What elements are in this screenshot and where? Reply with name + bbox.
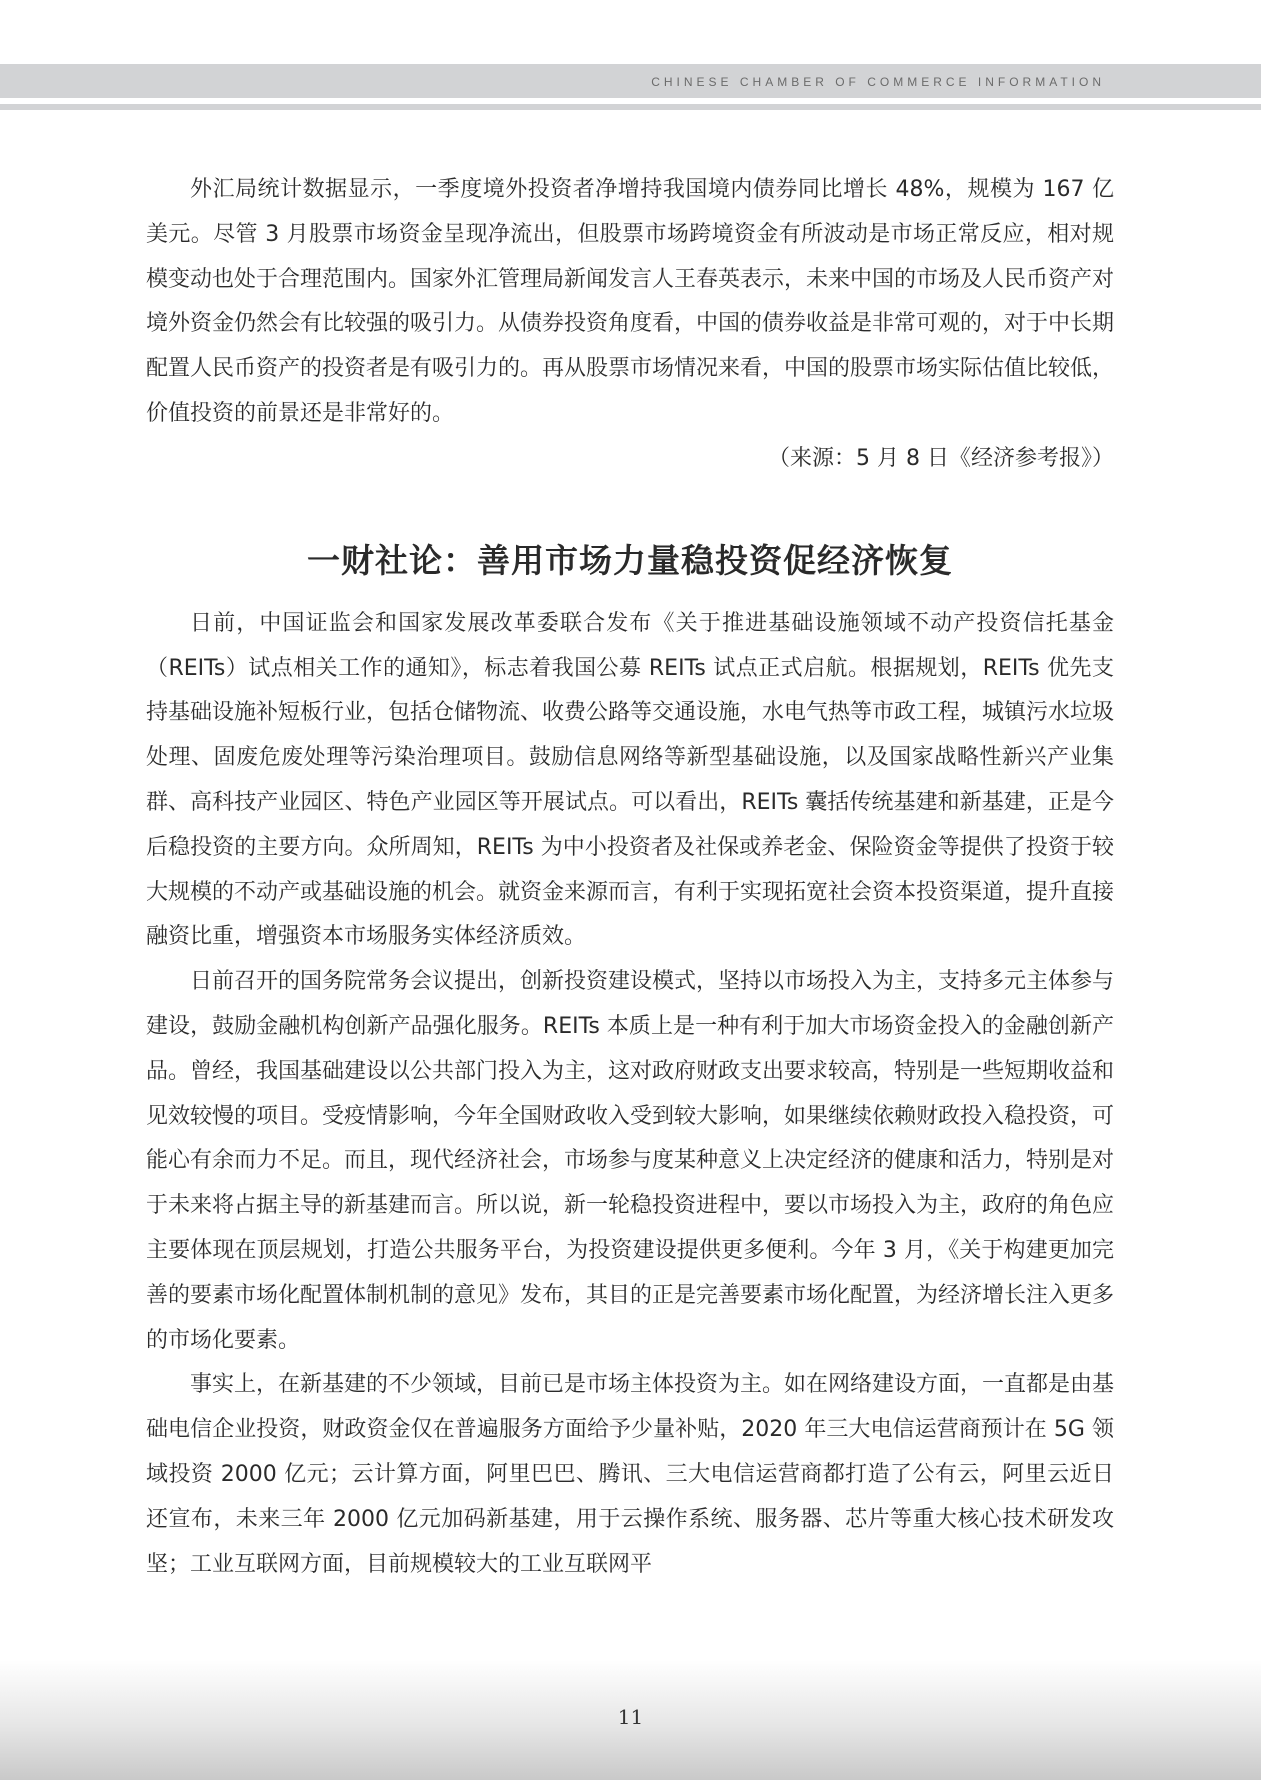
article-title: 一财社论：善用市场力量稳投资促经济恢复 xyxy=(307,540,953,580)
header-rule xyxy=(0,104,1261,110)
publication-name: CHINESE CHAMBER OF COMMERCE INFORMATION xyxy=(651,75,1105,89)
article-paragraph: 事实上，在新基建的不少领域，目前已是市场主体投资为主。如在网络建设方面，一直都是由基础电信企业投资，财政资金仅在普遍服务方面给予少量补贴，2020 年三大电信运营商预计在 5G 领域投资 2000 亿元；云计算方面，阿里巴巴、腾讯、三大电信运营商都打造了公有云，阿里云近日还宣布，未来三年 2000 亿元加码新基建，用于云操作系统、服务器、芯片等重大核心技术研发攻坚；工业互联网方面，目前规模较大的工业互联网平 xyxy=(146,1372,1115,1577)
previous-article-paragraph: 外汇局统计数据显示，一季度境外投资者净增持我国境内债券同比增长 48%，规模为 167 亿美元。尽管 3 月股票市场资金呈现净流出，但股票市场跨境资金有所波动是市场正常反应，相对规模变动也处于合理范围内。国家外汇管理局新闻发言人王春英表示，未来中国的市场及人民币资产对境外资金仍然会有比较强的吸引力。从债券投资角度看，中国的债券收益是非常可观的，对于中长期配置人民币资产的投资者是有吸引力的。再从股票市场情况来看，中国的股票市场实际估值比较低，价值投资的前景还是非常好的。 xyxy=(146,177,1115,426)
article-paragraph: 日前，中国证监会和国家发展改革委联合发布《关于推进基础设施领域不动产投资信托基金（REITs）试点相关工作的通知》，标志着我国公募 REITs 试点正式启航。根据规划，REITs 优先支持基础设施补短板行业，包括仓储物流、收费公路等交通设施，水电气热等市政工程，城镇污水垃圾处理、固废危废处理等污染治理项目。鼓励信息网络等新型基础设施，以及国家战略性新兴产业集群、高科技产业园区、特色产业园区等开展试点。可以看出，REITs 囊括传统基建和新基建，正是今后稳投资的主要方向。众所周知，REITs 为中小投资者及社保或养老金、保险资金等提供了投资于较大规模的不动产或基础设施的机会。就资金来源而言，有利于实现拓宽社会资本投资渠道，提升直接融资比重，增强资本市场服务实体经济质效。 xyxy=(146,610,1115,950)
page-number: 11 xyxy=(617,1705,644,1729)
article-paragraph: 日前召开的国务院常务会议提出，创新投资建设模式，坚持以市场投入为主，支持多元主体参与建设，鼓励金融机构创新产品强化服务。REITs 本质上是一种有利于加大市场资金投入的金融创新产品。曾经，我国基础建设以公共部门投入为主，这对政府财政支出要求较高，特别是一些短期收益和见效较慢的项目。受疫情影响，今年全国财政收入受到较大影响，如果继续依赖财政投入稳投资，可能心有余而力不足。而且，现代经济社会，市场参与度某种意义上决定经济的健康和活力，特别是对于未来将占据主导的新基建而言。所以说，新一轮稳投资进程中，要以市场投入为主，政府的角色应主要体现在顶层规划，打造公共服务平台，为投资建设提供更多便利。今年 3 月，《关于构建更加完善的要素市场化配置体制机制的意见》发布，其目的正是完善要素市场化配置，为经济增长注入更多的市场化要素。 xyxy=(146,969,1115,1353)
page-content xyxy=(146,168,1114,1587)
previous-article-source: （来源：5 月 8 日《经济参考报》） xyxy=(768,445,1114,471)
